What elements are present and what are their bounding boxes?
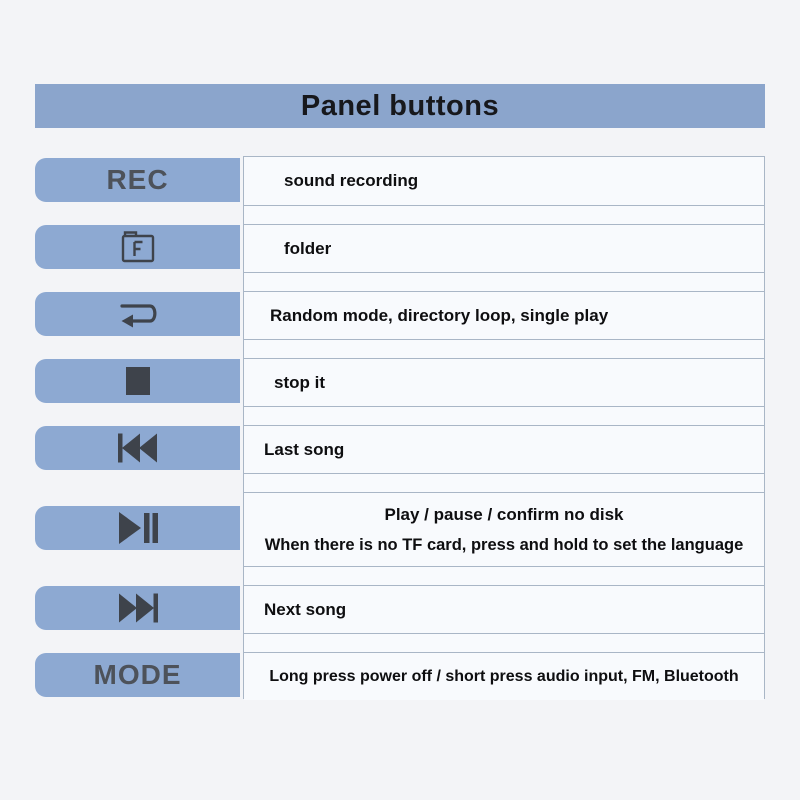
- desc-cell-stop: [244, 358, 764, 406]
- mode-button[interactable]: [35, 653, 240, 697]
- play-pause-button[interactable]: [35, 506, 240, 550]
- desc-text-next: Next song: [264, 599, 347, 619]
- stop-icon: [125, 366, 151, 396]
- desc-text-rec: sound recording: [284, 171, 419, 190]
- folder-icon: [116, 228, 160, 266]
- desc-cell-previous: [244, 425, 764, 473]
- spacer-cell: [244, 205, 764, 224]
- folder-button[interactable]: [35, 225, 240, 269]
- previous-track-icon: [113, 431, 163, 465]
- panel-buttons-manual: [35, 84, 765, 699]
- rec-button-label: REC: [106, 164, 169, 195]
- desc-cell-play-pause: [244, 492, 764, 566]
- mode-button-label: MODE: [93, 659, 182, 690]
- page-title: Panel buttons: [300, 89, 500, 122]
- desc-cell-play-mode: [244, 291, 764, 339]
- button-description-table: [35, 156, 765, 699]
- desc-text-play-pause-line2: When there is no TF card, press and hold to set the language: [264, 535, 744, 554]
- play-pause-icon: [114, 509, 162, 547]
- desc-text-stop: stop it: [274, 372, 325, 392]
- desc-text-play-pause-line1: Play / pause / confirm no disk: [384, 504, 624, 524]
- desc-cell-next: [244, 585, 764, 633]
- next-track-button[interactable]: [35, 586, 240, 630]
- desc-text-previous: Last song: [264, 439, 345, 459]
- desc-cell-folder: [244, 224, 764, 272]
- desc-cell-mode: [244, 652, 764, 700]
- spacer-cell: [244, 633, 764, 652]
- spacer-cell: [244, 339, 764, 358]
- button-column: [35, 156, 240, 699]
- rec-button[interactable]: [35, 158, 240, 202]
- play-mode-button[interactable]: [35, 292, 240, 336]
- desc-text-play-mode: Random mode, directory loop, single play: [270, 305, 609, 325]
- loop-arrow-icon: [112, 297, 164, 331]
- desc-text-folder: folder: [284, 238, 332, 258]
- next-track-icon: [113, 591, 163, 625]
- stop-button[interactable]: [35, 359, 240, 403]
- desc-cell-rec: [244, 157, 764, 205]
- description-column: [243, 156, 765, 699]
- spacer-cell: [244, 272, 764, 291]
- spacer-cell: [244, 406, 764, 425]
- spacer-cell: [244, 473, 764, 492]
- previous-track-button[interactable]: [35, 426, 240, 470]
- desc-text-mode: Long press power off / short press audio input, FM, Bluetooth: [269, 667, 739, 685]
- spacer-cell: [244, 566, 764, 585]
- page-title-bar: [35, 84, 765, 128]
